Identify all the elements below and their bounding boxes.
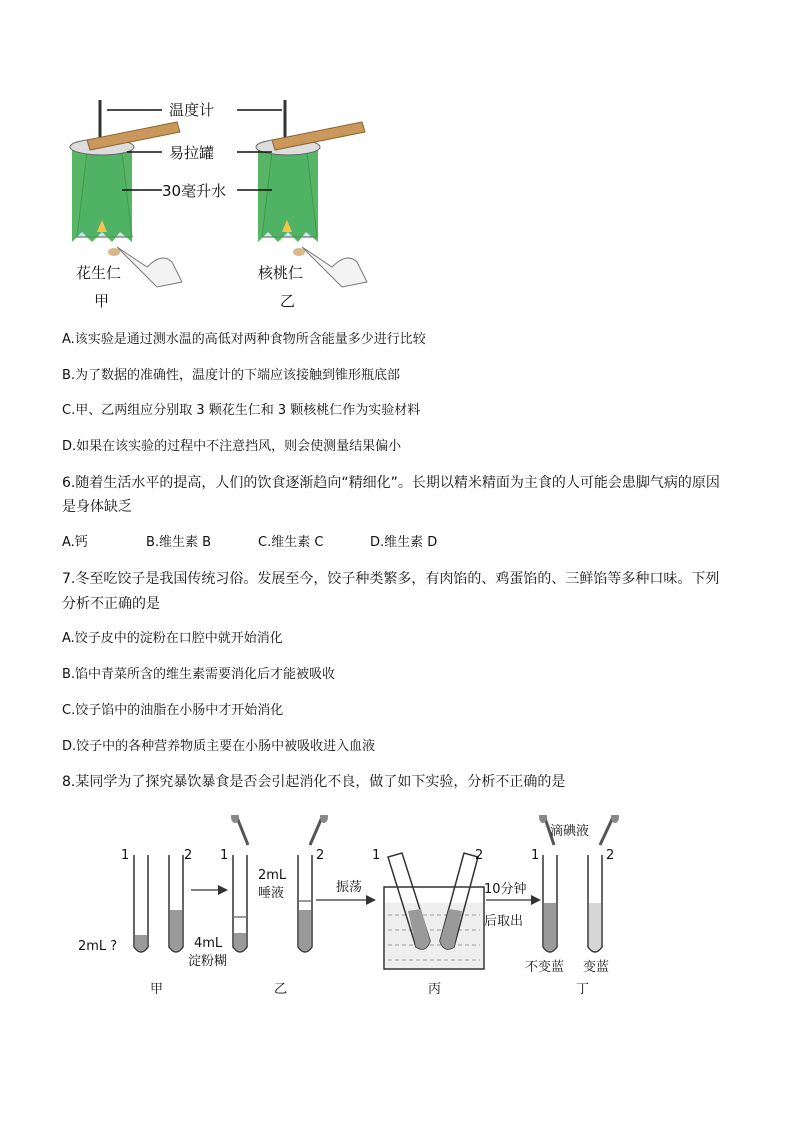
- stage-ding: [525, 815, 619, 975]
- q5-option-c: C.甲、乙两组应分别取 3 颗花生仁和 3 颗核桃仁作为实验材料: [62, 403, 421, 418]
- ding-tube2-number: 2: [606, 848, 615, 863]
- q5-option-d: D.如果在该实验的过程中不注意挡风，则会使测量结果偏小: [62, 439, 402, 454]
- q7-option-a: A.饺子皮中的淀粉在口腔中就开始消化: [62, 631, 283, 646]
- stage-label-ding: 丁: [576, 982, 590, 997]
- label-takeout: 后取出: [484, 914, 524, 929]
- q6-options: [62, 532, 437, 554]
- label-no-blue: 不变蓝: [525, 960, 565, 975]
- q7-stem-line1: 7.冬至吃饺子是我国传统习俗。发展至今，饺子种类繁多，有肉馅的、鸡蛋馅的、三鲜馅等多种口味。下列: [62, 571, 720, 587]
- stage-jia: [78, 848, 192, 954]
- hand-jia: [117, 247, 182, 287]
- label-peanut: 花生仁: [76, 264, 122, 282]
- label-can: 易拉罐: [169, 144, 215, 162]
- q7-option-c: C.饺子馅中的油脂在小肠中才开始消化: [62, 703, 284, 718]
- q6-stem-line1: 6.随着生活水平的提高，人们的饮食逐渐趋向“精细化”。长期以精米精面为主食的人可能会患脚气病的原因: [62, 475, 720, 491]
- stage-bing: [372, 848, 484, 969]
- label-starch: 淀粉糊: [188, 954, 228, 969]
- label-yi: 乙: [280, 292, 296, 310]
- q5-option-a: A.该实验是通过测水温的高低对两种食物所含能量多少进行比较: [62, 332, 426, 347]
- jia-tube1-number: 1: [121, 848, 130, 863]
- q6-option-b: B.维生素 B: [146, 535, 212, 550]
- label-starch-amount: 4mL: [194, 936, 223, 951]
- stage-label-bing: 丙: [428, 982, 442, 997]
- label-time: 10分钟: [484, 882, 527, 897]
- q6-option-c: C.维生素 C: [258, 535, 324, 550]
- label-thermometer: 温度计: [169, 101, 215, 119]
- q5-option-b: B.为了数据的准确性，温度计的下端应该接触到锥形瓶底部: [62, 368, 401, 383]
- label-shake: 振荡: [336, 880, 363, 895]
- apparatus-yi: [256, 100, 367, 287]
- ding-tube1-number: 1: [531, 848, 540, 863]
- q7-option-b: B.馅中青菜所含的维生素需要消化后才能被吸收: [62, 667, 336, 682]
- label-water: 30毫升水: [162, 182, 227, 200]
- food-energy-experiment-figure: [62, 92, 382, 317]
- stage-label-yi: 乙: [274, 982, 288, 997]
- q6-stem-line2: 是身体缺乏: [62, 499, 132, 515]
- q8-stem: 8.某同学为了探究暴饮暴食是否会引起消化不良，做了如下实验，分析不正确的是: [62, 774, 566, 790]
- q7-option-d: D.饺子中的各种营养物质主要在小肠中被吸收进入血液: [62, 739, 376, 754]
- yi-tube1-number: 1: [220, 848, 229, 863]
- yi-tube2-number: 2: [316, 848, 325, 863]
- digestion-experiment-figure: [66, 815, 638, 1005]
- label-walnut: 核桃仁: [258, 264, 304, 282]
- label-iodine: 滴碘液: [550, 824, 590, 839]
- label-jia: 甲: [94, 292, 110, 310]
- stage-label-jia: 甲: [150, 982, 164, 997]
- label-saliva: 唾液: [258, 886, 285, 901]
- jia-tube2-number: 2: [184, 848, 193, 863]
- q6-option-a: A.钙: [62, 535, 88, 550]
- label-saliva-amount: 2mL: [258, 868, 287, 883]
- hand-yi: [302, 247, 367, 287]
- label-question-amount: 2mL ?: [78, 939, 118, 954]
- q6-option-d: D.维生素 D: [370, 535, 438, 550]
- q7-stem-line2: 分析不正确的是: [62, 596, 160, 612]
- bing-tube2-number: 2: [475, 848, 484, 863]
- stage-yi: [188, 815, 328, 969]
- label-blue: 变蓝: [583, 960, 610, 975]
- bing-tube1-number: 1: [372, 848, 381, 863]
